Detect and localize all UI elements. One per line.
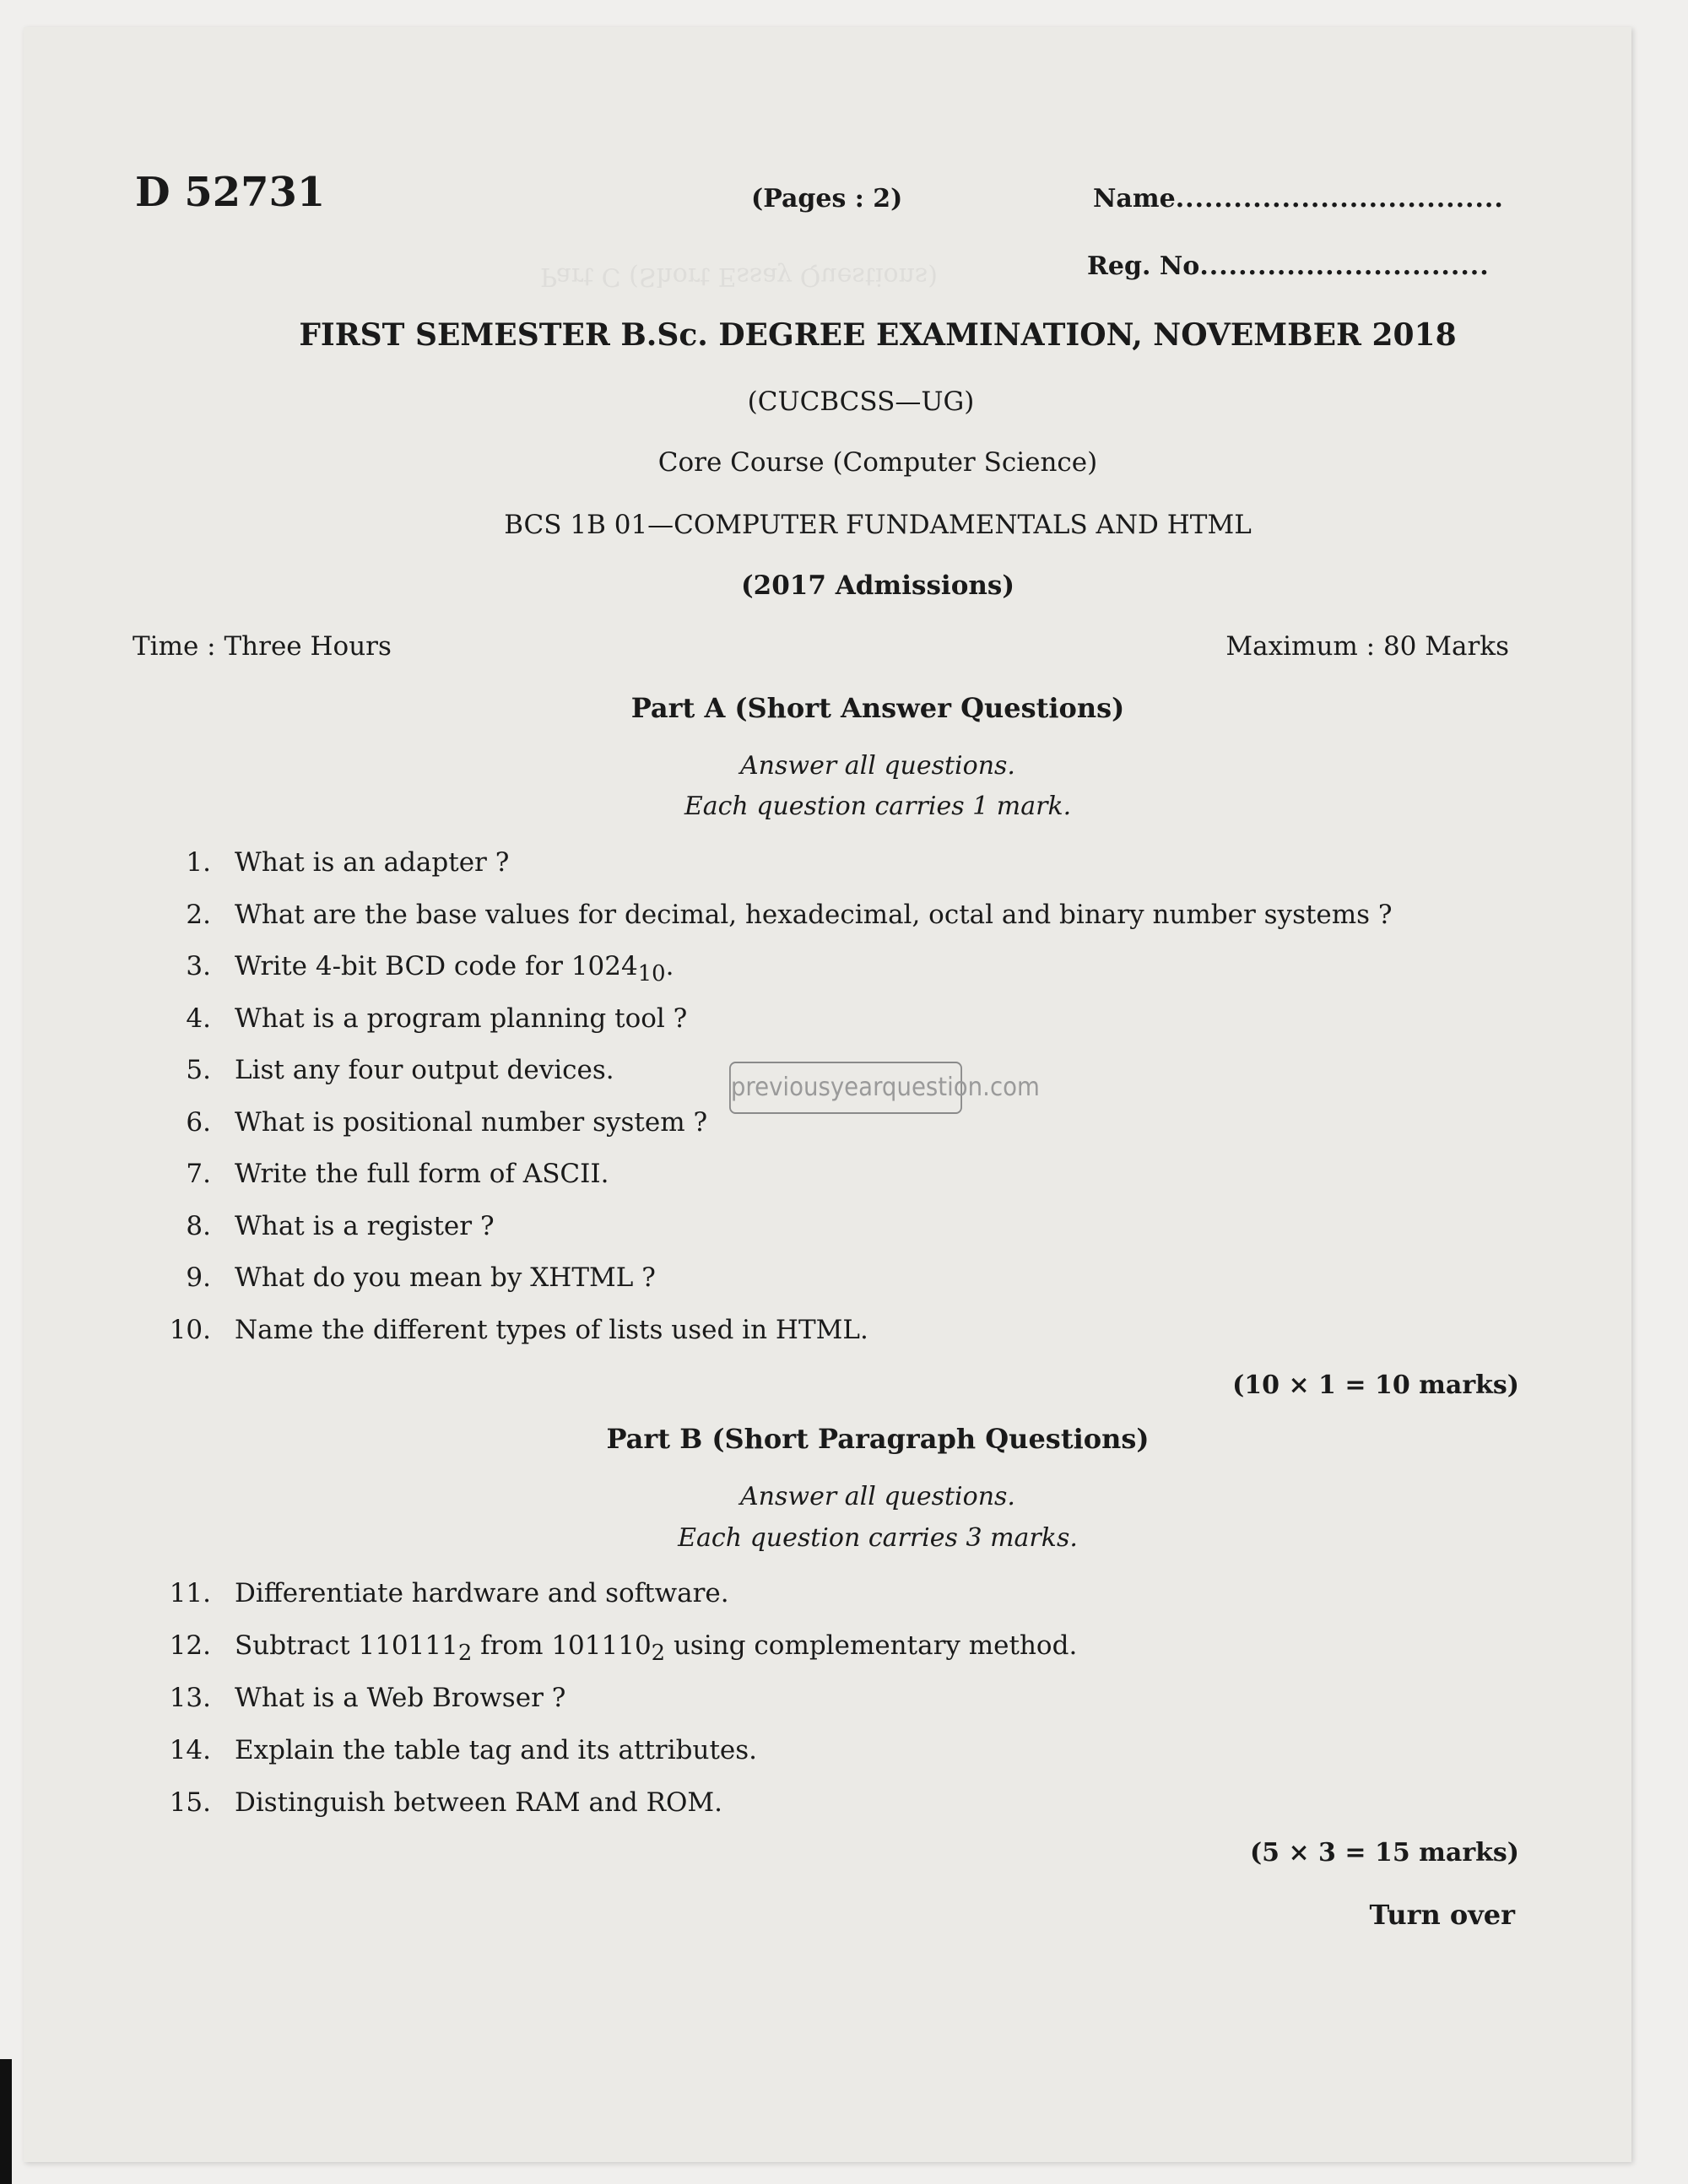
question-number: 8. — [186, 1210, 211, 1241]
time-allowed: Time : Three Hours — [133, 631, 392, 662]
scheme: (CUCBCSS—UG) — [747, 387, 975, 417]
part-b-heading: Part B (Short Paragraph Questions) — [606, 1423, 1150, 1455]
question-number: 7. — [186, 1159, 211, 1189]
question-text: Name the different types of lists used in HTML. — [235, 1314, 868, 1345]
part-b-marks: (5 × 3 = 15 marks) — [1249, 1838, 1519, 1868]
question-text: Write the full form of ASCII. — [235, 1159, 609, 1189]
question-number: 9. — [186, 1262, 211, 1293]
question-number: 12. — [169, 1630, 211, 1661]
question-text: Subtract $110111_2$ from $101110_2$ using complementary method. — [235, 1630, 1078, 1667]
bleed-through-text: Part C (Short Essay Questions) — [540, 262, 938, 291]
question-text: Explain the table tag and its attributes. — [235, 1735, 758, 1765]
exam-title: FIRST SEMESTER B.Sc. DEGREE EXAMINATION, NOVEMBER 2018 — [299, 317, 1457, 353]
part-a-marks: (10 × 1 = 10 marks) — [1232, 1370, 1519, 1400]
question-text: Write 4-bit BCD code for $1024_{10}$. — [235, 951, 674, 987]
question-number: 15. — [169, 1787, 211, 1818]
turn-over: Turn over — [1369, 1899, 1515, 1931]
question-text: What is a program planning tool ? — [235, 1003, 688, 1034]
scan-edge-mark — [0, 2059, 12, 2184]
part-b-instruction-2: Each question carries 3 marks. — [678, 1523, 1078, 1553]
question-text: What is an adapter ? — [235, 847, 510, 878]
page-count: (Pages : 2) — [751, 184, 903, 214]
question-number: 1. — [186, 847, 211, 878]
question-number: 6. — [186, 1106, 211, 1138]
question-number: 13. — [169, 1683, 211, 1713]
course-name: Core Course (Computer Science) — [657, 447, 1098, 478]
part-b-instruction-1: Answer all questions. — [740, 1482, 1015, 1511]
part-a-instruction-1: Answer all questions. — [740, 751, 1015, 781]
reg-no-field — [1087, 251, 1490, 281]
question-text: What is a register ? — [235, 1210, 495, 1241]
admissions: (2017 Admissions) — [740, 570, 1015, 601]
part-a-instruction-2: Each question carries 1 mark. — [684, 792, 1072, 821]
question-number: 5. — [186, 1055, 211, 1085]
question-text: What is positional number system ? — [235, 1106, 708, 1138]
question-number: 10. — [169, 1314, 211, 1345]
question-text: What is a Web Browser ? — [235, 1683, 566, 1713]
question-number: 11. — [169, 1578, 211, 1608]
question-text: What are the base values for decimal, hexadecimal, octal and binary number systems ? — [235, 899, 1393, 930]
watermark-stamp: previousyearquestion.com — [729, 1062, 962, 1114]
question-text: What do you mean by XHTML ? — [235, 1262, 656, 1293]
name-blank: .................................. — [1175, 184, 1504, 214]
question-text: Differentiate hardware and software. — [235, 1578, 729, 1608]
question-number: 2. — [186, 899, 211, 930]
part-a-heading: Part A (Short Answer Questions) — [630, 692, 1125, 724]
question-text: Distinguish between RAM and ROM. — [235, 1787, 722, 1818]
question-text: List any four output devices. — [235, 1055, 614, 1085]
question-number: 3. — [186, 951, 211, 981]
name-label: Name — [1093, 184, 1176, 214]
paper-code: D 52731 — [135, 169, 326, 216]
name-field — [1093, 184, 1504, 214]
paper-title: BCS 1B 01—COMPUTER FUNDAMENTALS AND HTML — [504, 510, 1252, 540]
reg-no-blank: .............................. — [1199, 251, 1490, 281]
reg-no-label: Reg. No — [1087, 251, 1200, 281]
maximum-marks: Maximum : 80 Marks — [1225, 631, 1509, 662]
question-number: 4. — [186, 1003, 211, 1034]
question-number: 14. — [169, 1735, 211, 1765]
